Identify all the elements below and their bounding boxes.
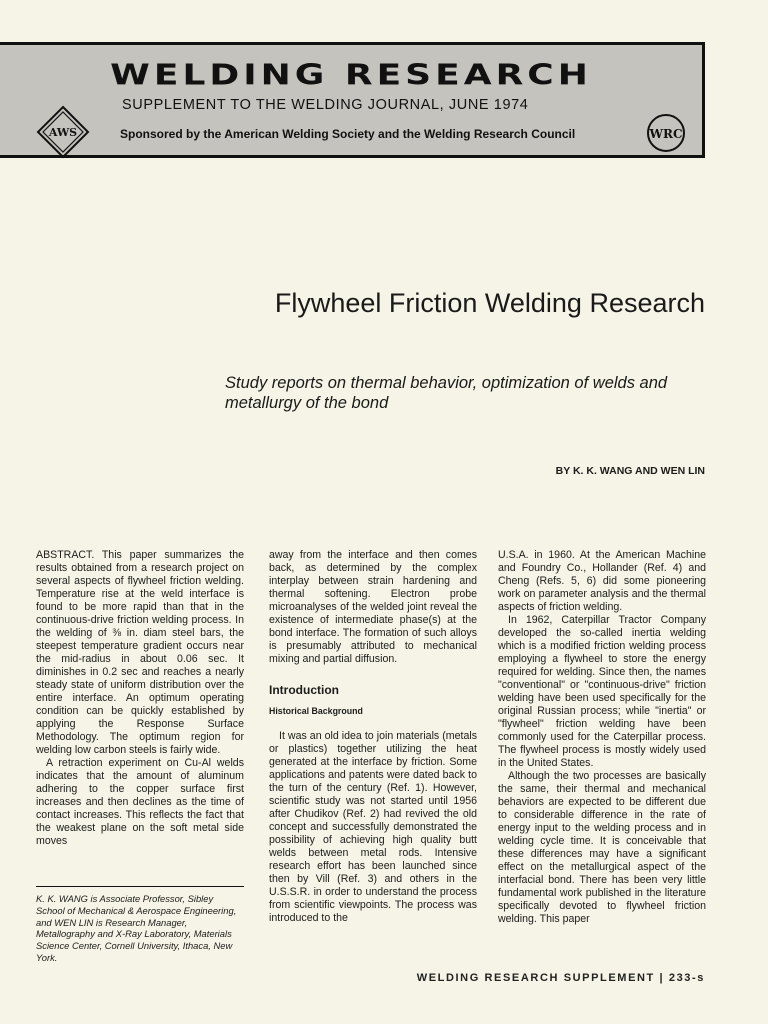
aws-logo-text: AWS [48,126,78,139]
wrc-logo-text: WRC [649,127,683,141]
aws-logo-icon [36,105,90,159]
article-title: Flywheel Friction Welding Research [274,288,705,318]
section-heading-introduction: Introduction [269,683,339,697]
page-footer: WELDING RESEARCH SUPPLEMENT | 233-s [416,972,705,984]
retraction-paragraph: A retraction experiment on Cu-Al welds indicates that the amount of aluminum adhering to the copper surface first increases and then declines as the time of contact increases. This reflects the fact that the weakest plane on the soft metal side moves [36,757,244,847]
intro-paragraph: It was an old idea to join materials (metals or plastics) together utilizing the heat generated at the interface by friction. Some applications and patents were dated back to the turn of the century (Ref. 1). However, scientific study was not started until 1956 after Chudikov (Ref. 2) had revived the old concept and successfully demonstrated the possibility of achieving high quality butt welds between metal rods. Intensive research effort has been launched since then by Vill (Ref. 3) and others in the U.S.S.R. in order to understand the process from scientific viewpoints. The process was introduced to the [269,730,477,924]
footnote-divider [36,886,244,887]
sponsor-line: Sponsored by the American Welding Society and the Welding Research Council [120,127,576,141]
author-footnote: K. K. WANG is Associate Professor, Sibley School of Mechanical & Aerospace Engineering, and WEN LIN is Research Manager, Metallography and X-Ray Laboratory, Materials Science Center, Cornell University, Ithaca, New York. [36,893,237,963]
subsection-heading-historical: Historical Background [269,706,363,716]
article-subtitle: Study reports on thermal behavior, optimization of welds and metallurgy of the bond [225,374,668,412]
history-paragraph-1: U.S.A. in 1960. At the American Machine and Foundry Co., Hollander (Ref. 4) and Cheng (Refs. 5, 6) did some pioneering work on parameter analysis and the thermal aspects of friction welding. [498,549,706,613]
continuation-paragraph: away from the interface and then comes back, as determined by the complex interplay between strain hardening and thermal softening. Electron probe microanalyses of the welded joint reveal the existence of intermediate phase(s) at the bond interface. The formation of such alloys is presumably attributed to mechanical mixing and partial diffusion. [269,549,477,665]
masthead-banner [0,42,705,158]
column-3 [498,549,706,926]
history-paragraph-2: In 1962, Caterpillar Tractor Company developed the so-called inertia welding which is a modified friction welding process employing a flywheel to store the energy required for welding. Since then, the names "conventional" or "continuous-drive" friction welding have been used specifically for the original Russian process; while "inertia" or "flywheel" friction welding have been commonly used for the Caterpillar process. The flywheel process is mostly widely used in the United States. [498,614,706,769]
abstract-paragraph: ABSTRACT. This paper summarizes the results obtained from a research project on several aspects of flywheel friction welding. Temperature rise at the weld interface is found to be more rapid than that in the continuous-drive friction welding process. In the welding of ⅜ in. diam steel bars, the steepest temperature gradient occurs near the mid-radius in about 0.06 sec. It diminishes in 0.2 sec and reaches a nearly steady state of uniform distribution over the entire interface. An optimum operating condition can be quickly established by applying the Response Surface Methodology. The optimum region for welding low carbon steels is fairly wide. [36,549,244,756]
byline: BY K. K. WANG AND WEN LIN [555,465,705,477]
history-paragraph-3: Although the two processes are basically the same, their thermal and mechanical behaviors are expected to be different due to considerable difference in the rate of energy input to the welding process and in welding cycle time. It is conceivable that these differences may have a significant effect on the metallurgical aspect of the interfacial bond. There has been very little fundamental work published in the literature specifically devoted to flywheel friction welding. This paper [498,770,706,925]
wrc-logo-icon [646,113,686,153]
masthead-title: WELDING RESEARCH [110,59,592,92]
supplement-line: SUPPLEMENT TO THE WELDING JOURNAL, JUNE 1974 [122,97,529,113]
column-1 [36,549,244,848]
column-2 [269,549,477,925]
